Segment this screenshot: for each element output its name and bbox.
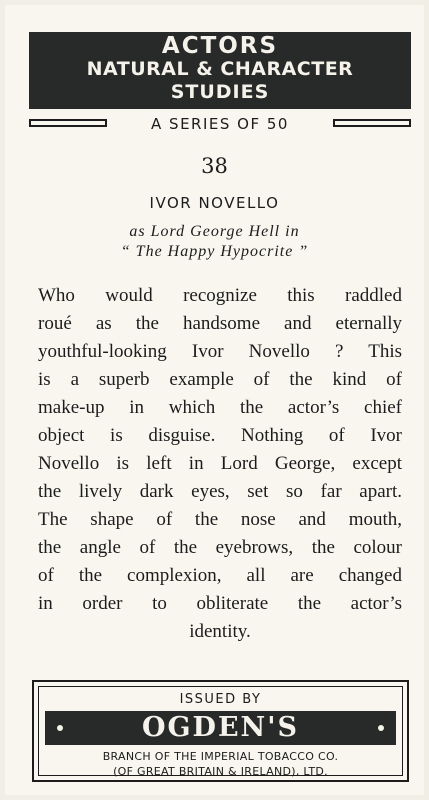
- description-line: Who would recognize this raddled: [38, 285, 402, 306]
- branch-line-1: BRANCH OF THE IMPERIAL TOBACCO CO.: [102, 750, 339, 763]
- description-line: youthful-looking Ivor Novello ? This: [38, 341, 402, 362]
- dot-ornament-icon: [378, 725, 384, 731]
- description-line: identity.: [189, 621, 251, 642]
- description-line: the lively dark eyes, set so far apart.: [38, 481, 402, 502]
- description-line: the angle of the eyebrows, the colour: [38, 537, 402, 558]
- brand-name: OGDEN'S: [141, 712, 299, 743]
- description-line: make-up in which the actor’s chief: [38, 397, 402, 418]
- series-title-line-2: NATURAL & CHARACTER: [86, 58, 354, 80]
- dot-ornament-icon: [57, 725, 63, 731]
- brand-banner: [45, 711, 396, 745]
- actor-name: IVOR NOVELLO: [149, 194, 280, 212]
- series-count-text: A SERIES OF 50: [151, 115, 289, 133]
- description-line: is a superb example of the kind of: [38, 369, 402, 390]
- role-line-2: “ The Happy Hypocrite ”: [120, 243, 309, 260]
- description-line: Novello is left in Lord George, except: [38, 453, 402, 474]
- issuer-box: [32, 680, 409, 782]
- series-title-line-3: STUDIES: [170, 81, 270, 103]
- issuer-inner-frame: [38, 686, 403, 776]
- series-title-line-1: ACTORS: [161, 33, 279, 59]
- series-title-banner: [29, 32, 411, 109]
- role-line-1: as Lord George Hell in: [129, 223, 300, 240]
- card-number: 38: [201, 154, 228, 178]
- description-line: of the complexion, all are changed: [38, 565, 402, 586]
- cigarette-card: [5, 5, 424, 795]
- description-line: roué as the handsome and eternally: [38, 313, 402, 334]
- description-line: object is disguise. Nothing of Ivor: [38, 425, 402, 446]
- right-rule-bar: [333, 119, 411, 127]
- issued-by-text: ISSUED BY: [179, 692, 262, 707]
- description-line: The shape of the nose and mouth,: [38, 509, 402, 530]
- description-line: in order to obliterate the actor’s: [38, 593, 402, 614]
- series-count-row: [29, 114, 411, 134]
- branch-line-2: (OF GREAT BRITAIN & IRELAND), LTD.: [113, 765, 328, 778]
- left-rule-bar: [29, 119, 107, 127]
